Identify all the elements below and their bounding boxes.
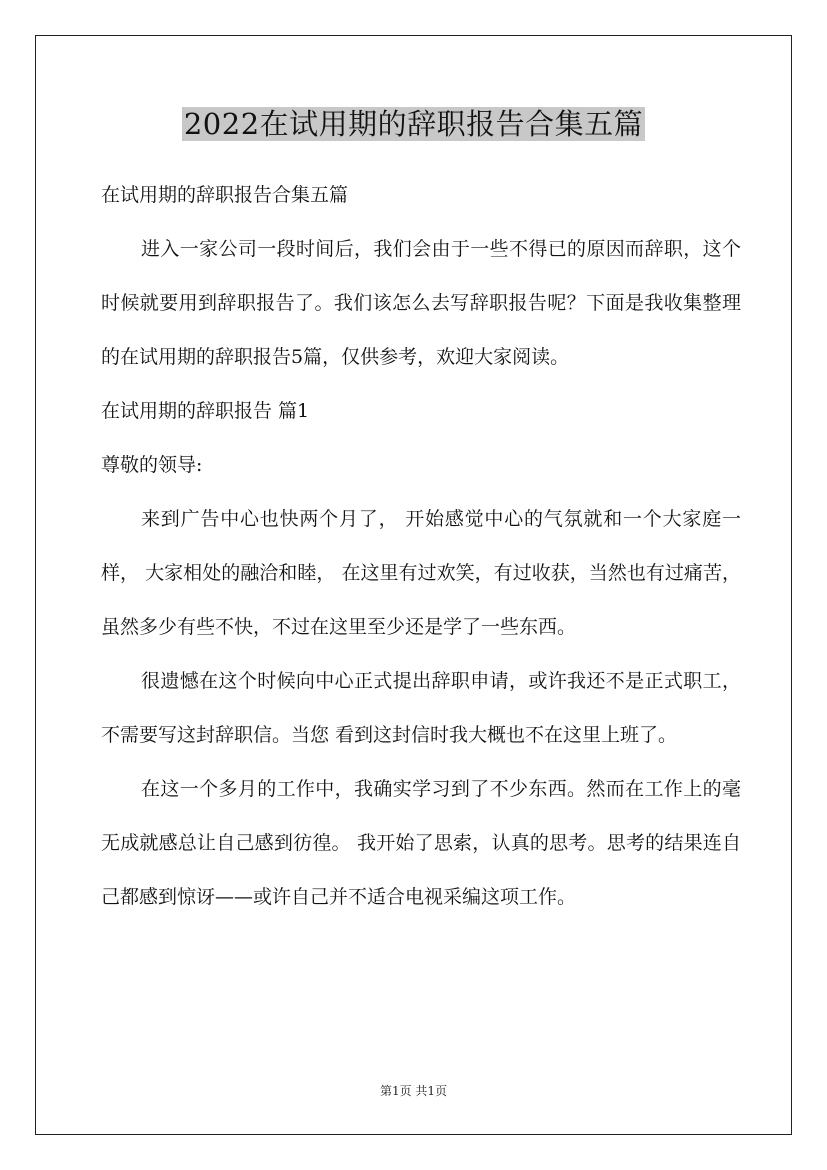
section-heading: 在试用期的辞职报告 篇1 xyxy=(101,400,310,422)
document-body xyxy=(101,168,741,924)
page-footer: 第1页 共1页 xyxy=(379,1084,448,1098)
document-title-text: 2022在试用期的辞职报告合集五篇 xyxy=(183,107,644,141)
subtitle-paragraph: 在试用期的辞职报告合集五篇 xyxy=(101,184,349,206)
body-paragraph: 在这一个多月的工作中，我确实学习到了不少东西。然而在工作上的毫无成就感总让自己感到彷徨。 我开始了思索，认真的思考。思考的结果连自己都感到惊讶——或许自己并不适合电视采编这项工作。 xyxy=(101,778,741,908)
salutation: 尊敬的领导: xyxy=(101,454,203,476)
body-paragraph: 很遗憾在这个时候向中心正式提出辞职申请，或许我还不是正式职工，不需要写这封辞职信。当您 看到这封信时我大概也不在这里上班了。 xyxy=(101,670,741,746)
document-title xyxy=(0,103,827,145)
intro-paragraph: 进入一家公司一段时间后，我们会由于一些不得已的原因而辞职，这个时候就要用到辞职报告了。我们该怎么去写辞职报告呢？下面是我收集整理的在试用期的辞职报告5篇，仅供参考，欢迎大家阅读。 xyxy=(101,238,741,368)
body-paragraph: 来到广告中心也快两个月了， 开始感觉中心的气氛就和一个大家庭一样， 大家相处的融洽和睦， 在这里有过欢笑，有过收获，当然也有过痛苦，虽然多少有些不快，不过在这里至少还是学了一些东西。 xyxy=(101,508,741,638)
